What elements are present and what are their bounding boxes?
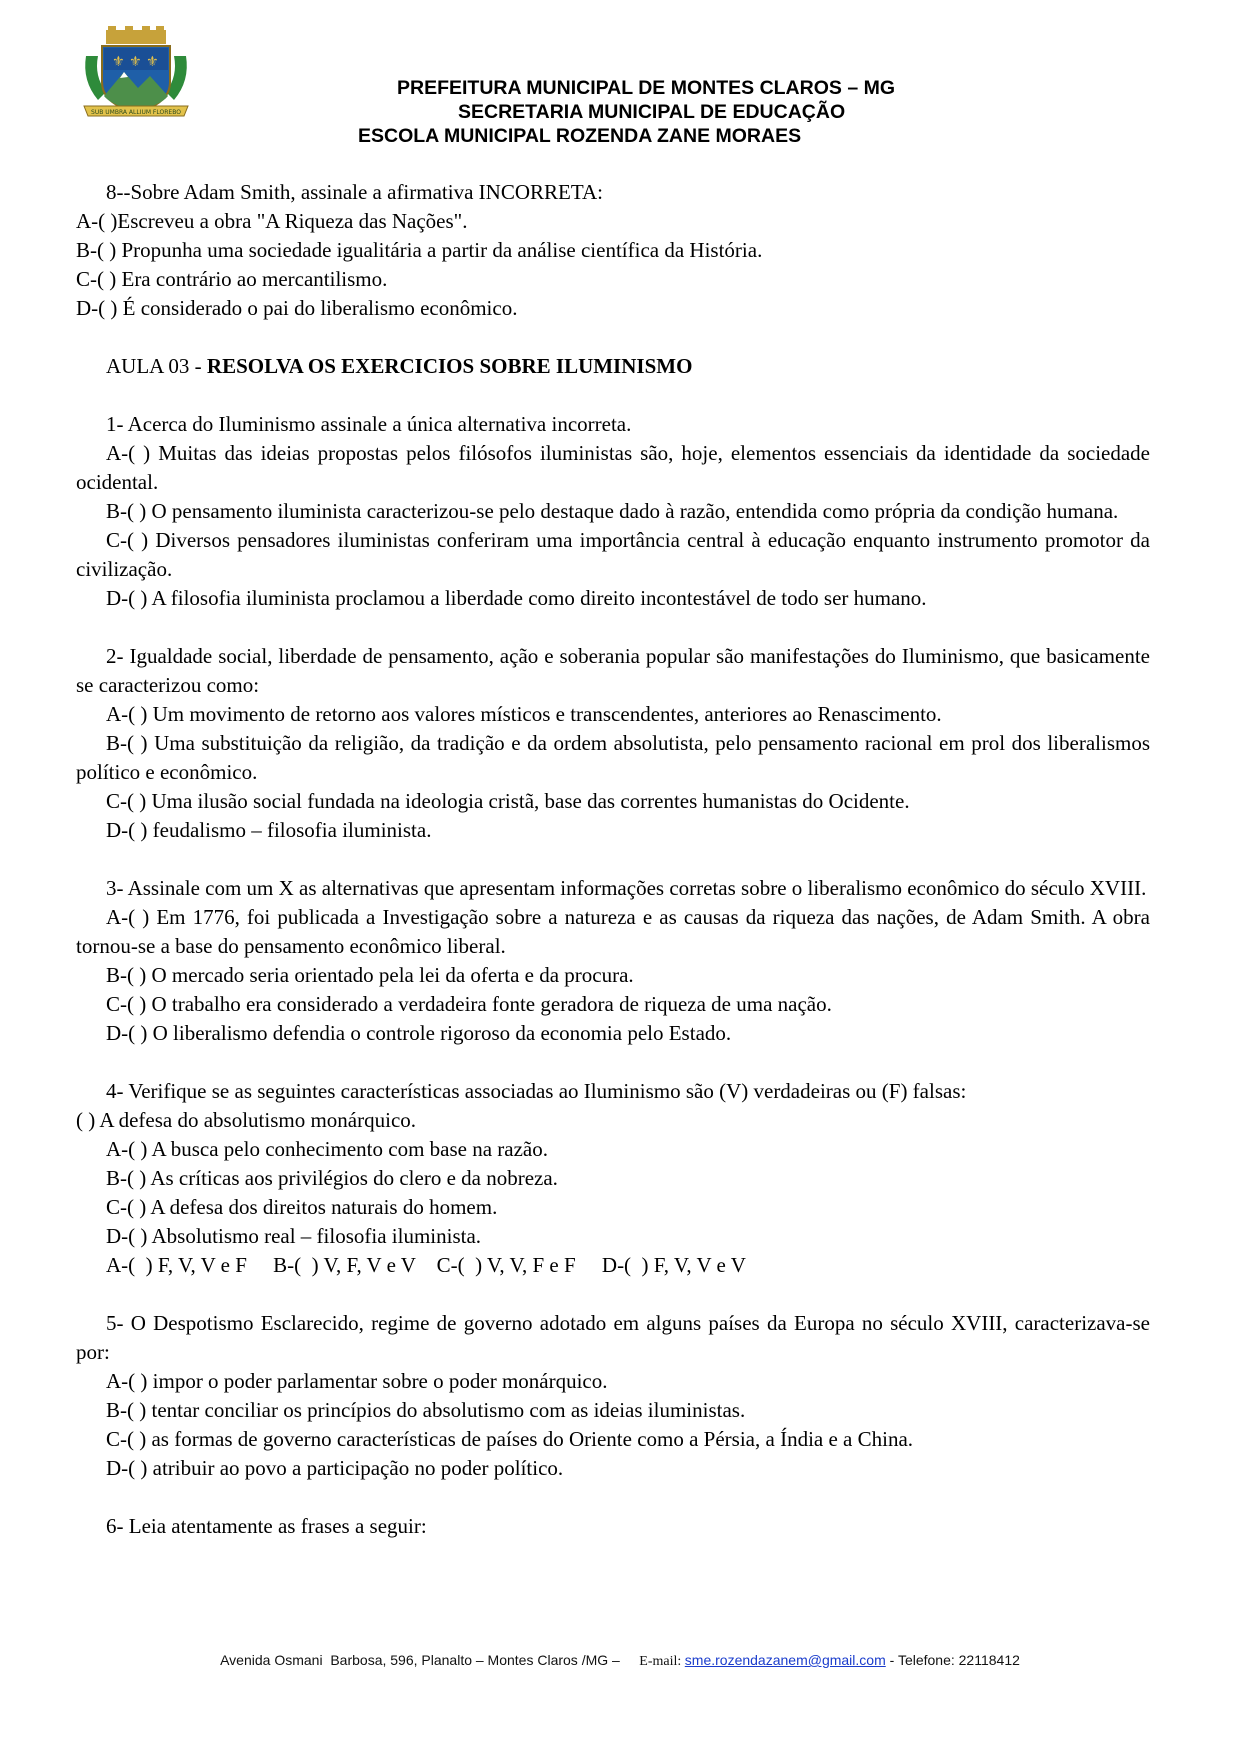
q2-option-c: C-( ) Uma ilusão social fundada na ideologia cristã, base das correntes humanistas do Ocidente. [106, 789, 910, 813]
page-footer [0, 1652, 1240, 1670]
q4-statement-b: B-( ) As críticas aos privilégios do clero e da nobreza. [106, 1166, 558, 1190]
q8-prompt: 8--Sobre Adam Smith, assinale a afirmativa INCORRETA: [106, 180, 603, 204]
q5-prompt: 5- O Despotismo Esclarecido, regime de governo adotado em alguns países da Europa no século XVIII, caracterizava-se por: [76, 1311, 1150, 1364]
lesson-title: RESOLVA OS EXERCICIOS SOBRE ILUMINISMO [206, 354, 693, 378]
q5-option-c: C-( ) as formas de governo características de países do Oriente como a Pérsia, a Índia e a China. [106, 1427, 914, 1451]
q2-option-d: D-( ) feudalismo – filosofia iluminista. [106, 818, 432, 842]
footer-email-link[interactable]: sme.rozendazanem@gmail.com [684, 1652, 886, 1668]
q6-prompt: 6- Leia atentamente as frases a seguir: [106, 1514, 427, 1538]
q8-option-a: A-( )Escreveu a obra "A Riqueza das Nações". [76, 209, 468, 233]
lesson-heading [76, 352, 1150, 381]
q3-option-c: C-( ) O trabalho era considerado a verdadeira fonte geradora de riqueza de uma nação. [106, 992, 832, 1016]
q3-option-d: D-( ) O liberalismo defendia o controle rigoroso da economia pelo Estado. [106, 1021, 732, 1045]
footer-email-label: E-mail: [639, 1654, 685, 1669]
q5-option-a: A-( ) impor o poder parlamentar sobre o poder monárquico. [106, 1369, 608, 1393]
header-line-3: ESCOLA MUNICIPAL ROZENDA ZANE MORAES [358, 125, 802, 147]
q4-answer-options: A-( ) F, V, V e F B-( ) V, F, V e V C-( ) V, V, F e F D-( ) F, V, V e V [106, 1253, 746, 1277]
q1-option-c: C-( ) Diversos pensadores iluministas conferiram uma importância central à educação enquanto instrumento promotor da civilização. [76, 528, 1150, 581]
q3-prompt: 3- Assinale com um X as alternativas que apresentam informações corretas sobre o liberalismo econômico do século XVIII. [106, 876, 1147, 900]
q4-statement-0: ( ) A defesa do absolutismo monárquico. [76, 1108, 417, 1132]
lesson-prefix: AULA 03 - [106, 354, 207, 378]
q4-prompt: 4- Verifique se as seguintes características associadas ao Iluminismo são (V) verdadeiras ou (F) falsas: [106, 1079, 967, 1103]
motto-text: SUB UMBRA ALLIUM FLOREBO [91, 109, 181, 116]
header-line-2: SECRETARIA MUNICIPAL DE EDUCAÇÃO [458, 101, 846, 123]
q4-statement-d: D-( ) Absolutismo real – filosofia iluminista. [106, 1224, 482, 1248]
svg-text:⚜: ⚜ [112, 54, 125, 70]
q5-option-d: D-( ) atribuir ao povo a participação no poder político. [106, 1456, 564, 1480]
q5-option-b: B-( ) tentar conciliar os princípios do absolutismo com as ideias iluministas. [106, 1398, 746, 1422]
coat-of-arms-logo [80, 26, 192, 120]
q8-option-b: B-( ) Propunha uma sociedade igualitária a partir da análise científica da História. [76, 238, 763, 262]
q3-option-b: B-( ) O mercado seria orientado pela lei da oferta e da procura. [106, 963, 634, 987]
q2-option-b: B-( ) Uma substituição da religião, da tradição e da ordem absolutista, pelo pensamento racional em prol dos liberalismos político e econômico. [76, 731, 1150, 784]
svg-text:⚜: ⚜ [129, 54, 142, 70]
q1-prompt: 1- Acerca do Iluminismo assinale a única alternativa incorreta. [106, 412, 632, 436]
svg-text:⚜: ⚜ [146, 54, 159, 70]
q8-option-c: C-( ) Era contrário ao mercantilismo. [76, 267, 388, 291]
header-line-1: PREFEITURA MUNICIPAL DE MONTES CLAROS – MG [397, 77, 895, 99]
q4-statement-c: C-( ) A defesa dos direitos naturais do homem. [106, 1195, 498, 1219]
q3-option-a: A-( ) Em 1776, foi publicada a Investigação sobre a natureza e as causas da riqueza das nações, de Adam Smith. A obra tornou-se a base do pensamento econômico liberal. [76, 905, 1150, 958]
q2-prompt: 2- Igualdade social, liberdade de pensamento, ação e soberania popular são manifestações do Iluminismo, que basicamente se caracterizou como: [76, 644, 1150, 697]
q1-option-b: B-( ) O pensamento iluminista caracterizou-se pelo destaque dado à razão, entendida como própria da condição humana. [106, 499, 1119, 523]
footer-phone: - Telefone: 22118412 [885, 1652, 1020, 1668]
q1-option-a: A-( ) Muitas das ideias propostas pelos filósofos iluministas são, hoje, elementos essenciais da identidade da sociedade ocidental. [76, 441, 1150, 494]
exercise-content [76, 178, 1150, 1541]
q4-statement-a: A-( ) A busca pelo conhecimento com base na razão. [106, 1137, 548, 1161]
q1-option-d: D-( ) A filosofia iluminista proclamou a liberdade como direito incontestável de todo ser humano. [106, 586, 927, 610]
q8-option-d: D-( ) É considerado o pai do liberalismo econômico. [76, 296, 518, 320]
footer-address: Avenida Osmani Barbosa, 596, Planalto – Montes Claros /MG – [220, 1652, 640, 1668]
q2-option-a: A-( ) Um movimento de retorno aos valores místicos e transcendentes, anteriores ao Renascimento. [106, 702, 942, 726]
